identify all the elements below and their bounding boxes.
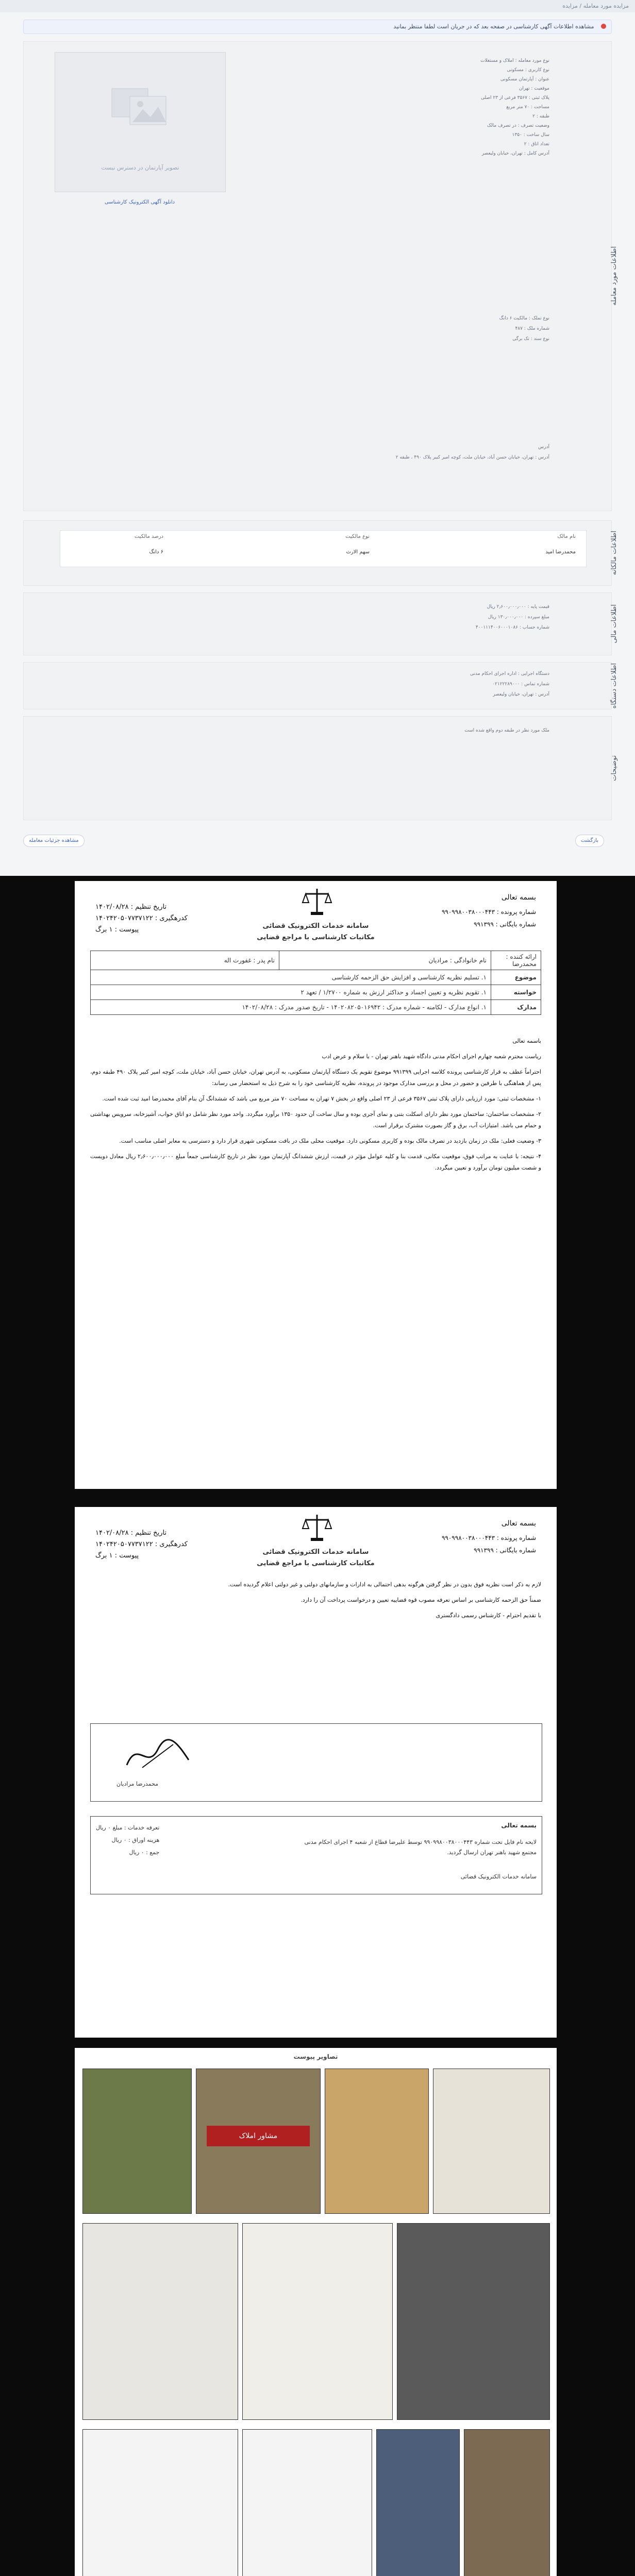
body-paragraph: ۲- مشخصات ساختمان: ساختمان مورد نظر دارای اسکلت بتنی و نمای آجری بوده و سال ساخت آن حدود ۱۳۵۰ برآورد میگردد. واحد مورد نظر شامل دو اتاق خواب، آشپزخانه، سرویس بهداشتی و حمام می باشد. امتیازات آب، برق و گاز بصورت مشترک برقرار است. xyxy=(90,1111,541,1129)
ownership-section xyxy=(23,520,618,586)
body-paragraph: ۳- وضعیت فعلی: ملک در زمان بازدید در تصرف مالک بوده و کاربری مسکونی دارد. موقعیت محلی ملک در بافت مسکونی شهری قرار دارد و دسترسی به معابر اصلی مناسب است. xyxy=(119,1138,541,1144)
attachment: پیوست : ۱ برگ xyxy=(95,1552,139,1560)
doc-page-1 xyxy=(75,881,557,1489)
photo-kitchen xyxy=(464,2429,550,2576)
breadcrumb[interactable]: مزایده مورد معامله / مزایده xyxy=(562,3,629,9)
signature-box xyxy=(90,1723,542,1802)
photo-phone-screenshot xyxy=(82,2429,238,2576)
section-title: اطلاعات مالی xyxy=(610,604,618,643)
photo-caption: تصاویر پیوست xyxy=(293,2053,338,2060)
meta-label: موضوع xyxy=(491,970,541,985)
meta-cell: نام خانوادگی : مرادیان xyxy=(279,951,491,970)
doc-body xyxy=(90,1036,541,1178)
download-advert-link[interactable]: دانلود آگهی الکترونیک کارشناسی xyxy=(104,199,175,205)
doc-header: بسمه تعالی xyxy=(501,1519,536,1528)
attachment: پیوست : ۱ برگ xyxy=(95,926,139,934)
photo-document xyxy=(433,2069,550,2214)
property-detail: آدرس کامل : تهران، خیابان ولیعصر xyxy=(481,151,549,156)
doc-page-photos xyxy=(75,2048,557,2576)
body-paragraph: احتراماً عطف به قرار کارشناسی پرونده کلاسه اجرایی ۹۹۱۳۹۹ موضوع تقویم یک دستگاه آپارتمان مسکونی، به آدرس تهران، خیابان حسن آباد، خیابان ملت، کوچه امیر کبیر پلاک ۴۹۰ طبقه دوم، پس از هماهنگی با طرفین و حضور در محل و بررسی مدارک موجود در پرونده، نظریه کارشناسی خود را به شرح ذیل به استحضار می رساند: xyxy=(90,1069,541,1087)
photo-office xyxy=(397,2223,550,2420)
fee-line: تعرفه خدمات : مبلغ ۰ ریال xyxy=(96,1824,160,1831)
col-type: نوع مالکیت xyxy=(345,534,370,539)
col-owner: نام مالک xyxy=(557,534,576,539)
delivery-org: سامانه خدمات الکترونیک قضائی xyxy=(460,1873,537,1880)
col-percent: درصد مالکیت xyxy=(134,534,163,539)
device-row: دستگاه اجرایی : اداره اجرای احکام مدنی xyxy=(470,671,549,676)
doc-body xyxy=(90,1579,541,1625)
property-detail: طبقه : ۲ xyxy=(532,114,549,119)
body-paragraph: با تقدیم احترام - کارشناس رسمی دادگستری xyxy=(436,1612,541,1619)
meta-cell: ارائه کننده : محمدرضا xyxy=(491,951,541,970)
meta-value: ۱. انواع مدارک - لکامنه - شماره مدرک : ۱۴۰۲۰۸۲۰۵۰۱۶۹۴۲ - تاریخ صدور مدرک : ۱۴۰۲/۰۸/۲۸ xyxy=(91,1000,491,1015)
archive-number: شماره بایگانی : ۹۹۱۳۹۹ xyxy=(474,1547,536,1554)
photo-street xyxy=(196,2069,321,2214)
org-name: سامانه خدمات الکترونیک قضائی xyxy=(262,1548,369,1556)
photo-interior xyxy=(325,2069,429,2214)
doc-meta-table xyxy=(90,951,541,1015)
meta-value: ۱. تسلیم نظریه کارشناسی و افزایش حق الزحمه کارشناسی xyxy=(91,970,491,985)
section-title: اطلاعات مالکانه xyxy=(610,531,618,575)
property-detail: مساحت : ۷۰ متر مربع xyxy=(506,105,549,110)
financial-section xyxy=(23,592,618,655)
document-viewer xyxy=(0,876,635,2576)
property-detail: نوع سند : تک برگی xyxy=(512,336,549,342)
property-detail: پلاک ثبتی : ۳۵۶۷ فرعی از ۲۳ اصلی xyxy=(480,95,549,100)
address-value: آدرس : تهران، خیابان حسن آباد، خیابان ملت، کوچه امیر کبیر پلاک ۴۹۰ ، طبقه ۲ xyxy=(395,455,549,460)
property-detail: نوع کاربری : مسکونی xyxy=(507,67,549,73)
photo-building xyxy=(82,2069,192,2214)
body-paragraph: ریاست محترم شعبه چهارم اجرای احکام مدنی دادگاه شهید باهنر تهران - با سلام و عرض ادب xyxy=(322,1053,541,1060)
property-detail: سال ساخت : ۱۳۵۰ xyxy=(512,132,549,138)
property-detail: عنوان : آپارتمان مسکونی xyxy=(500,77,549,82)
back-button[interactable]: بازگشت xyxy=(575,835,604,847)
body-paragraph: ۱- مشخصات ثبتی: مورد ارزیابی دارای پلاک ثبتی ۳۵۶۷ فرعی از ۲۳ اصلی واقع در بخش ۷ تهران به مساحت ۷۰ متر مربع می باشد که ششدانگ آن بنام آقای محمدرضا امید ثبت شده است. xyxy=(102,1095,541,1102)
justice-scale-icon xyxy=(302,1512,332,1543)
fee-line: هزینه اوراق : ۰ ریال xyxy=(111,1837,160,1843)
photo-form xyxy=(242,2223,393,2420)
agency-sign: مشاور املاک xyxy=(207,2126,310,2146)
photo-phone-screenshot xyxy=(242,2429,372,2576)
tracking-code: کدرهگیری : ۱۴۰۲۴۲۰۵۰۷۷۳۷۱۲۲ xyxy=(95,914,188,922)
body-paragraph: لازم به ذکر است نظریه فوق بدون در نظر گرفتن هرگونه بدهی احتمالی به ادارات و سازمانهای دولتی و غیر دولتی اعلام گردیده است. xyxy=(228,1581,541,1588)
device-row: آدرس : تهران، خیابان ولیعصر xyxy=(493,692,549,697)
property-image-placeholder xyxy=(55,52,226,192)
property-detail: تعداد اتاق : ۲ xyxy=(524,142,549,147)
address-label: آدرس xyxy=(538,445,549,450)
doc-page-2 xyxy=(75,1507,557,2038)
meta-label: خواسته xyxy=(491,985,541,1000)
photo-deed xyxy=(82,2223,238,2420)
financial-row: مبلغ سپرده : ۱۳۰٫۰۰۰٫۰۰۰ ریال xyxy=(488,615,549,620)
owner-percent: ۶ دانگ xyxy=(149,549,163,555)
breadcrumb-bar xyxy=(0,0,635,12)
details-button[interactable]: مشاهده جزئیات معامله xyxy=(23,835,85,847)
archive-number: شماره بایگانی : ۹۹۱۳۹۹ xyxy=(474,921,536,928)
property-detail: موقعیت : تهران xyxy=(519,86,549,91)
fee-line: جمع : ۰ ریال xyxy=(129,1849,160,1856)
warning-text: مشاهده اطلاعات آگهی کارشناسی در صفحه بعد که در جریان است لطفا منتظر بمانید xyxy=(393,23,594,30)
warning-banner xyxy=(23,20,612,34)
property-detail: وضعیت تصرف : در تصرف مالک xyxy=(487,123,549,128)
doc-date: تاریخ تنظیم : ۱۴۰۲/۰۸/۲۸ xyxy=(95,903,167,911)
section-title: اطلاعات دستگاه xyxy=(610,663,618,709)
property-section xyxy=(23,41,618,511)
owner-type: سهم الارث xyxy=(346,549,370,555)
body-paragraph: ضمناً حق الزحمه کارشناسی بر اساس تعرفه مصوب قوه قضاییه تعیین و درخواست پرداخت آن را دارد. xyxy=(300,1597,541,1603)
case-number: شماره پرونده : ۹۹۰۹۹۸۰۰۳۸۰۰۰۴۴۳ xyxy=(441,1534,536,1541)
property-detail: شماره ملک : ۴۸۷ xyxy=(515,326,549,331)
section-title: اطلاعات مورد معامله xyxy=(610,246,618,306)
device-section xyxy=(23,662,618,709)
financial-row: شماره حساب : ۴۰۰۱۱۱۴۰۰۶۰۰۰۱۰۸۶ xyxy=(475,625,549,630)
ownership-table xyxy=(60,530,587,567)
image-placeholder-icon xyxy=(102,73,179,140)
notes-text: ملک مورد نظر در طبقه دوم واقع شده است xyxy=(464,728,549,733)
property-detail: نوع تملک : مالکیت ۶ دانگ xyxy=(499,316,549,321)
fees xyxy=(96,1822,159,1859)
org-subtitle: مکاتبات کارشناسی با مراجع قضایی xyxy=(257,934,375,941)
notes-section xyxy=(23,716,618,820)
alert-icon xyxy=(601,24,606,29)
property-detail: نوع مورد معامله : املاک و مستغلات xyxy=(480,58,549,63)
delivery-title: بسمه تعالی xyxy=(501,1822,537,1829)
signature-graphic xyxy=(122,1734,194,1775)
section-title: توضیحات xyxy=(610,755,618,781)
delivery-text: لایحه نام فایل تحت شماره ۹۹۰۹۹۸۰۰۳۸۰۰۰۴۴۳ توسط علیرضا قطاع از شعبه ۴ اجرای احکام مدنی مجتمع شهید باهنر تهران ارسال گردید. xyxy=(304,1839,537,1856)
meta-value: ۱. تقویم نظریه و تعیین اجساد و حداکثر ارزش به شماره ۱/۲۷۰۰ / تعهد ۲ xyxy=(91,985,491,1000)
meta-label: مدارک xyxy=(491,1000,541,1015)
tracking-code: کدرهگیری : ۱۴۰۲۴۲۰۵۰۷۷۳۷۱۲۲ xyxy=(95,1540,188,1548)
signer-name: محمدرضا مرادیان xyxy=(116,1781,159,1787)
justice-scale-icon xyxy=(302,886,332,917)
org-subtitle: مکاتبات کارشناسی با مراجع قضایی xyxy=(257,1560,375,1567)
meta-cell: نام پدر : غفورت اله xyxy=(91,951,279,970)
owner-name: محمدرضا امید xyxy=(545,549,576,555)
doc-header: بسمه تعالی xyxy=(501,893,536,902)
body-paragraph: ۴- نتیجه: با عنایت به مراتب فوق، موقعیت مکانی، قدمت بنا و کلیه عوامل مؤثر در قیمت، ارزش ششدانگ آپارتمان مورد نظر در تاریخ کارشناسی جمعاً مبلغ ۲٫۶۰۰٫۰۰۰٫۰۰۰ ریال معادل دویست و شصت میلیون تومان برآورد و تعیین میگردد. xyxy=(90,1153,541,1171)
org-name: سامانه خدمات الکترونیک قضائی xyxy=(262,922,369,930)
image-caption: تصویر آپارتمان در دسترس نیست xyxy=(101,164,179,171)
device-row: شماره تماس : ۰۲۱۲۲۲۸۹۰۰۰ xyxy=(492,682,549,687)
case-number: شماره پرونده : ۹۹۰۹۹۸۰۰۳۸۰۰۰۴۴۳ xyxy=(441,908,536,916)
delivery-box xyxy=(90,1816,542,1894)
doc-date: تاریخ تنظیم : ۱۴۰۲/۰۸/۲۸ xyxy=(95,1529,167,1537)
financial-row: قیمت پایه : ۲٫۶۰۰٫۰۰۰٫۰۰۰ ریال xyxy=(487,604,549,609)
body-paragraph: باسمه تعالی xyxy=(512,1038,541,1044)
photo-bathroom xyxy=(376,2429,460,2576)
